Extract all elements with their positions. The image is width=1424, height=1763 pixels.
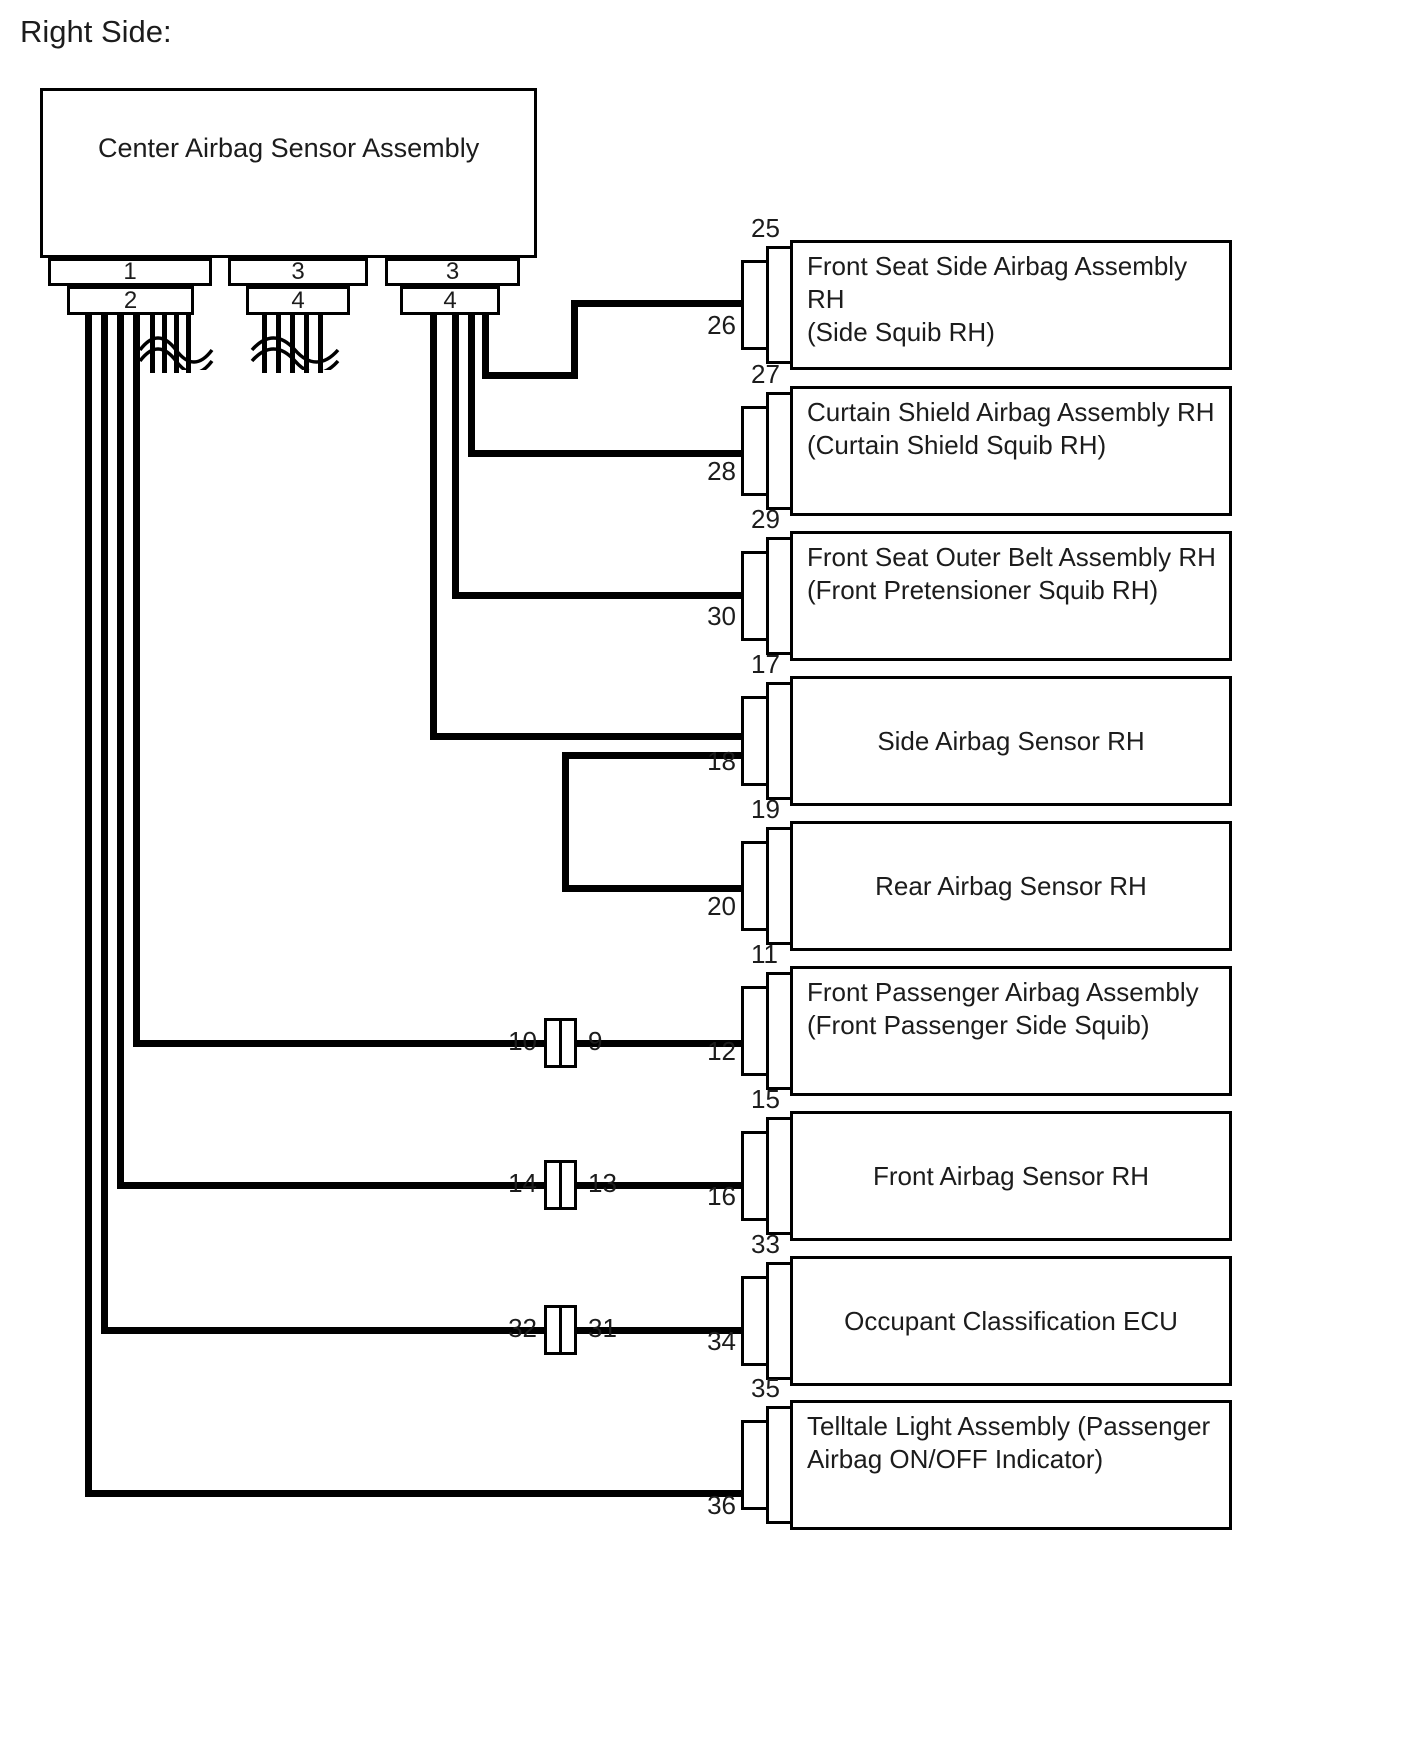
- component-telltale-light-assembly: [0, 1373, 1424, 1530]
- component-connector-inner: [741, 841, 769, 931]
- diagram-title: Right Side:: [20, 14, 172, 49]
- component-connector-outer: [766, 1262, 793, 1380]
- inline-connector-pin-number: 13: [588, 1168, 617, 1198]
- connector-tab-1-shell: [48, 258, 212, 286]
- component-label-line: Side Airbag Sensor RH: [877, 725, 1145, 756]
- connector-pin-label: 2: [123, 286, 138, 314]
- component-label-line: (Curtain Shield Squib RH): [807, 430, 1107, 460]
- inline-connector-half: [559, 1160, 577, 1210]
- wire-break-icon: [136, 330, 216, 370]
- inline-connector-pin-number: 32: [508, 1313, 537, 1343]
- pin-number-bottom: 34: [707, 1326, 736, 1356]
- connector-tab-3b-shell: [385, 258, 520, 286]
- wire-segment: [571, 300, 744, 307]
- component-box: [790, 821, 1232, 951]
- wire-segment: [430, 733, 744, 740]
- pin-number-top: 15: [751, 1084, 780, 1114]
- component-connector-outer: [766, 246, 793, 364]
- component-connector-inner: [741, 260, 769, 350]
- component-connector-inner: [741, 986, 769, 1076]
- inline-connector-half: [559, 1305, 577, 1355]
- wire-segment: [430, 315, 437, 740]
- component-connector-inner: [741, 1420, 769, 1510]
- connector-pin-label: 3: [445, 258, 460, 285]
- wire-segment: [452, 315, 459, 599]
- wire-segment: [571, 300, 578, 379]
- inline-connector-half: [559, 1018, 577, 1068]
- component-label-line: Rear Airbag Sensor RH: [875, 870, 1147, 901]
- connector-pin-label: 1: [123, 258, 137, 285]
- wire-segment: [133, 315, 140, 1047]
- component-label-line: Occupant Classification ECU: [844, 1305, 1178, 1336]
- component-connector-inner: [741, 551, 769, 641]
- connector-pin-label: 4: [291, 286, 305, 314]
- component-label-line: (Front Pretensioner Squib RH): [807, 575, 1159, 605]
- pin-number-bottom: 36: [707, 1490, 736, 1520]
- pin-number-top: 25: [751, 213, 780, 243]
- component-connector-inner: [741, 1131, 769, 1221]
- component-connector-inner: [741, 1276, 769, 1366]
- pin-number-bottom: 28: [707, 456, 736, 486]
- component-connector-outer: [766, 682, 793, 800]
- pin-number-bottom: 12: [707, 1036, 736, 1066]
- wire-segment: [85, 1490, 744, 1497]
- component-label-line: Telltale Light Assembly (Passenger: [807, 1411, 1211, 1441]
- pin-number-bottom: 30: [707, 601, 736, 631]
- component-box: [790, 1400, 1232, 1530]
- pin-number-top: 29: [751, 504, 780, 534]
- component-connector-outer: [766, 972, 793, 1090]
- component-label-line: Airbag ON/OFF Indicator): [807, 1444, 1104, 1474]
- pin-number-bottom: 18: [707, 746, 736, 776]
- pin-number-top: 33: [751, 1229, 780, 1259]
- wire-break-icon: [248, 330, 342, 370]
- wire-segment: [562, 752, 569, 892]
- component-side-airbag-sensor-rh: [0, 649, 1424, 806]
- connector-tab-3-shell: [228, 258, 368, 286]
- pin-number-top: 17: [751, 649, 780, 679]
- wire-segment: [468, 315, 475, 457]
- component-box: [790, 386, 1232, 516]
- inline-connector-pin-number: 31: [588, 1313, 617, 1343]
- component-box: [790, 531, 1232, 661]
- inline-connector-pin-number: 14: [508, 1168, 537, 1198]
- component-connector-inner: [741, 406, 769, 496]
- component-box: [790, 966, 1232, 1096]
- connector-pin-label: 3: [291, 258, 305, 285]
- pin-number-bottom: 20: [707, 891, 736, 921]
- center-airbag-sensor-assembly-box: [40, 88, 537, 258]
- component-box: [790, 676, 1232, 806]
- wire-segment: [452, 592, 744, 599]
- component-label-line: Front Passenger Airbag Assembly: [807, 977, 1199, 1007]
- center-airbag-sensor-assembly-label: Center Airbag Sensor Assembly: [98, 133, 480, 163]
- connector-tab-2-shell: [67, 286, 194, 315]
- component-label-line: Front Seat Side Airbag Assembly RH: [807, 251, 1188, 314]
- pin-number-bottom: 16: [707, 1181, 736, 1211]
- wire-segment: [482, 315, 489, 379]
- wire-segment: [482, 372, 578, 379]
- component-connector-outer: [766, 1406, 793, 1524]
- pin-number-top: 35: [751, 1373, 780, 1403]
- inline-connector-pin-number: 10: [508, 1026, 537, 1056]
- inline-connector-pin-number: 9: [588, 1026, 603, 1056]
- connector-pin-label: 4: [443, 286, 457, 314]
- pin-number-top: 11: [751, 939, 778, 969]
- component-box: [790, 240, 1232, 370]
- component-label-line: (Front Passenger Side Squib): [807, 1010, 1150, 1040]
- component-connector-inner: [741, 696, 769, 786]
- component-connector-outer: [766, 537, 793, 655]
- pin-number-top: 19: [751, 794, 780, 824]
- component-label-line: Front Seat Outer Belt Assembly RH: [807, 542, 1216, 572]
- connector-tab-4-shell: [246, 286, 350, 315]
- component-box: [790, 1111, 1232, 1241]
- component-label-line: (Side Squib RH): [807, 317, 995, 347]
- component-box: [790, 1256, 1232, 1386]
- connector-tab-4b-shell: [400, 286, 500, 315]
- component-connector-outer: [766, 827, 793, 945]
- component-label-line: Front Airbag Sensor RH: [872, 1160, 1149, 1191]
- pin-number-top: 27: [751, 359, 780, 389]
- component-connector-outer: [766, 392, 793, 510]
- component-connector-outer: [766, 1117, 793, 1235]
- pin-number-bottom: 26: [707, 310, 736, 340]
- component-label-line: Curtain Shield Airbag Assembly RH: [807, 397, 1215, 427]
